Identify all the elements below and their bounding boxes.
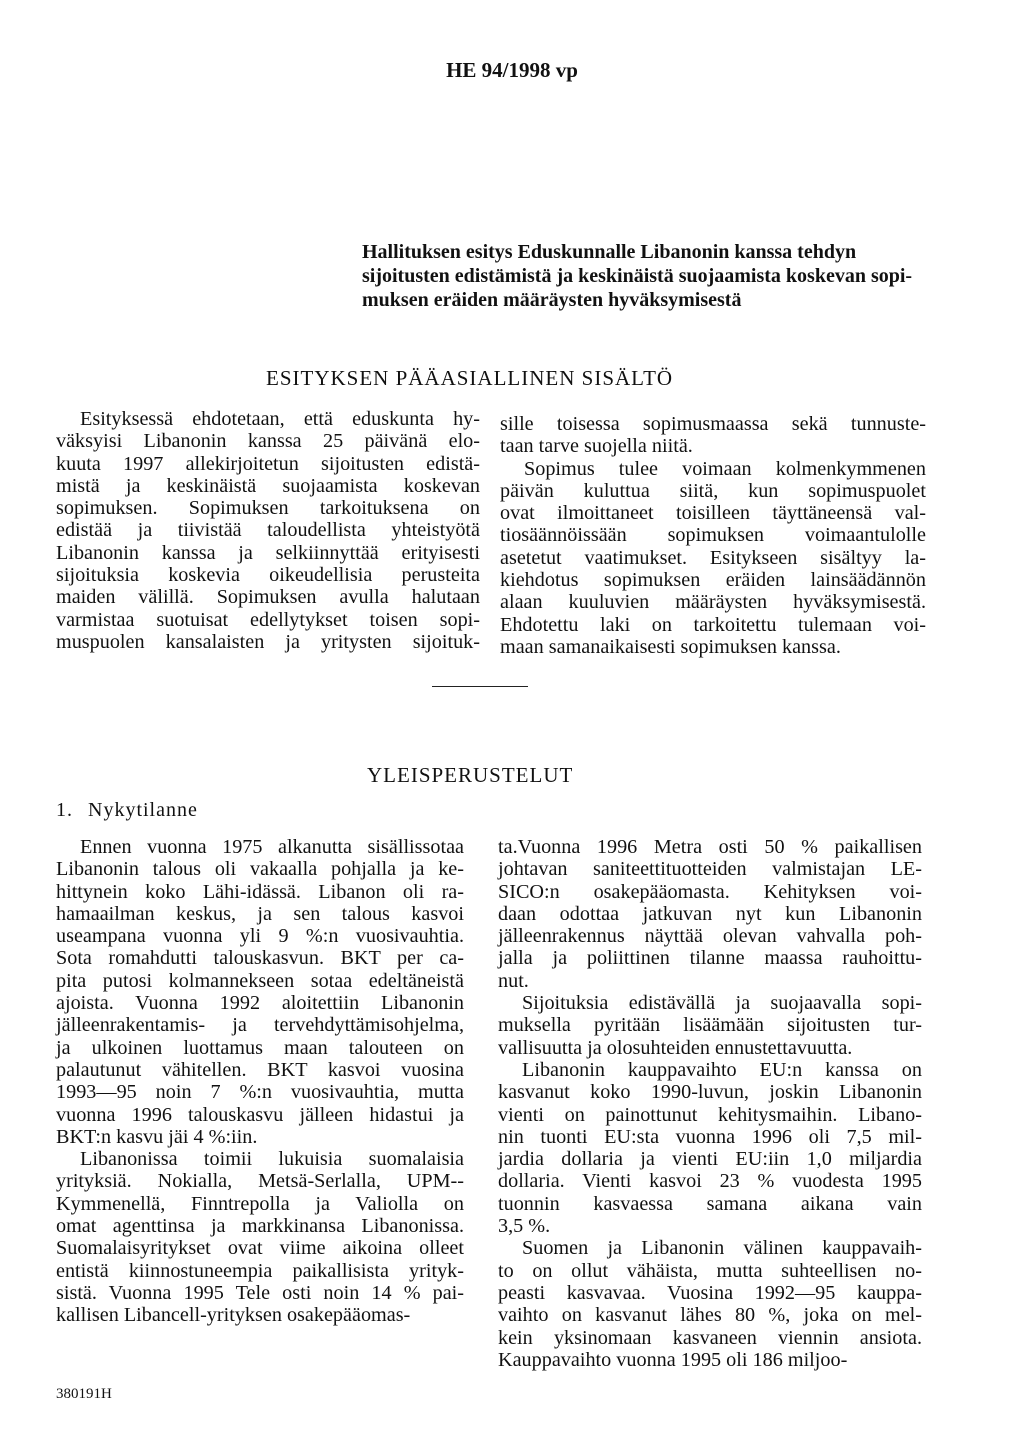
text-line: kuuta 1997 allekirjoitetun sijoitusten edistä- (56, 452, 480, 475)
section-number: 1. (56, 799, 73, 821)
text-line: palautunut vähitellen. BKT kasvoi vuosina (56, 1058, 464, 1081)
text-line: hittynein koko Lähi-idässä. Libanon oli ra- (56, 880, 464, 903)
text-line: 3,5 %. (498, 1215, 551, 1238)
text-line: peasti kasvavaa. Vuosina 1992—95 kauppa- (498, 1281, 922, 1304)
text-line: Ehdotettu laki on tarkoitettu tulemaan voi- (500, 613, 926, 636)
text-line: taan tarve suojella niitä. (500, 435, 693, 458)
text-line: dollaria. Vienti kasvoi 23 % vuodesta 1995 (498, 1170, 922, 1193)
text-line: väksyisi Libanonin kanssa 25 päivänä elo- (56, 430, 480, 453)
text-line: vuonna 1996 talouskasvu jälleen hidastui ja (56, 1103, 464, 1126)
text-line: omat agenttinsa ja markkinansa Libanonissa. (56, 1215, 464, 1238)
text-line: Esityksessä ehdotetaan, että eduskunta hy- (80, 408, 480, 430)
text-line: muspuolen kansalaisten ja yritysten sijoituk- (56, 630, 480, 653)
text-line: jälleenrakennus näyttää olevan vahvalla poh- (498, 925, 922, 948)
general-heading: YLEISPERUSTELUT (367, 763, 574, 787)
text-line: ovat ilmoittaneet toisilleen täyttäneensä val- (500, 502, 926, 525)
document-title (362, 240, 922, 312)
section-title: Nykytilanne (88, 799, 198, 821)
text-line: muksella pyritään lisäämään sijoitusten tur- (498, 1014, 922, 1037)
text-line: maan samanaikaisesti sopimuksen kanssa. (500, 635, 841, 658)
text-line: Libanonin talous oli vakaalla pohjalla ja ke- (56, 858, 464, 881)
text-line: jälleenrakentamis- ja tervehdyttämisohjelma, (56, 1014, 464, 1037)
section-divider (432, 686, 528, 687)
text-line: hamaailman keskus, ja sen talous kasvoi (56, 902, 464, 925)
text-line: maiden välillä. Sopimuksen avulla halutaan (56, 586, 480, 609)
text-line: päivän kuluttua siitä, kun sopimuspuolet (500, 479, 926, 502)
text-line: Ennen vuonna 1975 alkanutta sisällissotaa (80, 836, 464, 858)
text-line: BKT:n kasvu jäi 4 %:iin. (56, 1125, 258, 1148)
text-line: kasvanut koko 1990-luvun, joskin Libanonin (498, 1081, 922, 1104)
text-line: Libanonin kauppavaihto EU:n kanssa on (522, 1058, 922, 1081)
text-line: yrityksiä. Nokialla, Metsä-Serlalla, UPM-- (56, 1170, 464, 1193)
text-line: daan odottaa jatkuvan nyt kun Libanonin (498, 902, 922, 925)
text-line: Sijoituksia edistävällä ja suojaavalla sopi- (522, 992, 922, 1015)
text-line: kallisen Libancell-yrityksen osakepääomas- (56, 1304, 411, 1327)
text-line: entistä kiinnostuneempia paikallisista yrityk- (56, 1259, 464, 1282)
text-line: nin tuonti EU:sta vuonna 1996 oli 7,5 mil- (498, 1125, 922, 1148)
text-line: vaihto on kasvanut lähes 80 %, joka on mel- (498, 1304, 922, 1327)
text-line: jalla ja poliittinen tilanne maassa rauhoittu- (498, 947, 922, 970)
text-line: mistä ja keskinäistä suojaamista koskevan (56, 474, 480, 497)
text-line: alaan kuuluvien määräysten hyväksymisestä. (500, 591, 926, 614)
text-line: Libanonin kanssa ja selkiinnyttää erityisesti (56, 541, 480, 564)
text-line: johtavan saniteettituotteiden valmistajan LE- (498, 858, 922, 881)
text-line: vallisuutta ja olosuhteiden ennustettavuutta. (498, 1036, 853, 1059)
text-line: Suomalaisyritykset ovat viime aikoina olleet (56, 1237, 464, 1260)
text-line: kein yksinomaan kasvaneen viennin ansiota. (498, 1326, 922, 1349)
text-line: pita putosi kolmannekseen sotaa edeltäneistä (56, 969, 464, 992)
text-line: useampana vuonna yli 9 %:n vuosivauhtia. (56, 925, 464, 948)
text-line: sopimuksen. Sopimuksen tarkoituksena on (56, 497, 480, 520)
title-line: sijoitusten edistämistä ja keskinäistä suojaamista koskevan sopi- (362, 265, 913, 287)
text-line: tiosäännöissään sopimuksen voimaantulolle (500, 524, 926, 547)
text-line: tuonnin kasvaessa samana aikana vain (498, 1192, 922, 1215)
summary-heading: ESITYKSEN PÄÄASIALLINEN SISÄLTÖ (266, 366, 674, 390)
summary-right-column (500, 413, 926, 658)
text-line: sistä. Vuonna 1995 Tele osti noin 14 % pai- (56, 1281, 464, 1304)
text-line: ja ulkoinen luottamus maan talouteen on (56, 1036, 464, 1059)
text-line: sijoituksia koskevia oikeudellisia perusteita (56, 564, 480, 587)
text-line: Sota romahdutti talouskasvun. BKT per ca- (56, 947, 464, 970)
text-line: Libanonissa toimii lukuisia suomalaisia (80, 1148, 464, 1171)
text-line: Suomen ja Libanonin välinen kauppavaih- (522, 1237, 922, 1260)
text-line: ta.Vuonna 1996 Metra osti 50 % paikallisen (498, 836, 922, 858)
text-line: sille toisessa sopimusmaassa sekä tunnuste- (500, 413, 926, 435)
text-line: SICO:n osakepääomasta. Kehityksen voi- (498, 880, 922, 903)
text-line: Kymmenellä, Finntrepolla ja Valiolla on (56, 1192, 464, 1215)
text-line: nut. (498, 969, 529, 992)
section-heading (56, 799, 198, 822)
text-line: Kauppavaihto vuonna 1995 oli 186 miljoo- (498, 1348, 848, 1371)
summary-left-column (56, 408, 480, 653)
footer-code: 380191H (56, 1386, 112, 1402)
text-line: Sopimus tulee voimaan kolmenkymmenen (524, 457, 926, 480)
text-line: jardia dollaria ja vienti EU:iin 1,0 miljardia (498, 1148, 922, 1171)
text-line: edistää ja tiivistää taloudellista yhteistyötä (56, 519, 480, 542)
body-right-column (498, 836, 922, 1371)
text-line: asetetut vaatimukset. Esitykseen sisältyy la- (500, 546, 926, 569)
body-left-column (56, 836, 464, 1327)
title-line: muksen eräiden määräysten hyväksymisestä (362, 289, 742, 311)
text-line: varmistaa suotuisat edellytykset toisen sopi- (56, 608, 480, 631)
document-header: HE 94/1998 vp (446, 58, 578, 82)
text-line: to on ollut vähäista, mutta suhteellisen no- (498, 1259, 922, 1282)
title-line: Hallituksen esitys Eduskunnalle Libanonin kanssa tehdyn (362, 241, 857, 263)
text-line: ajoista. Vuonna 1992 aloitettiin Libanonin (56, 992, 464, 1015)
text-line: vienti on painottunut kehitysmaihin. Libano- (498, 1103, 922, 1126)
text-line: 1993—95 noin 7 %:n vuosivauhtia, mutta (56, 1081, 464, 1104)
text-line: kiehdotus sopimuksen eräiden lainsäädännön (500, 569, 926, 592)
